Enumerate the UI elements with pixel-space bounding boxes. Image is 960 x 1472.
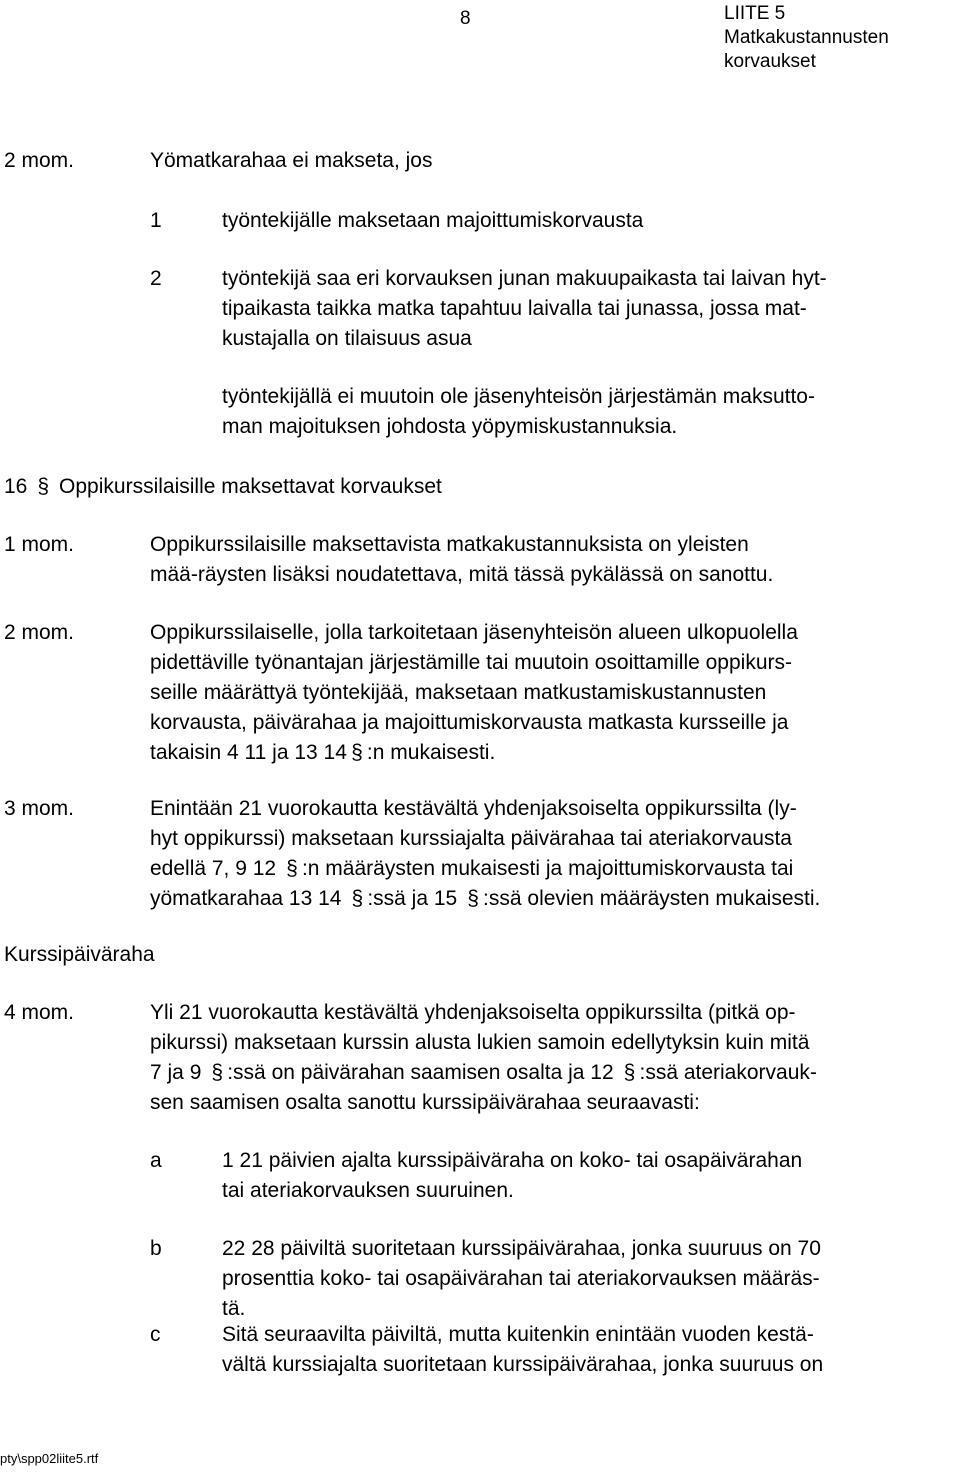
- paragraph-text: Yömatkarahaa ei makseta, jos: [150, 149, 433, 172]
- list-item-letter: a: [150, 1149, 162, 1172]
- text-line: mää-räysten lisäksi noudatettava, mitä tässä pykälässä on sanottu.: [150, 563, 774, 586]
- paragraph-text: [150, 618, 956, 768]
- text-line: man majoituksen johdosta yöpymiskustannuksia.: [222, 415, 678, 438]
- paragraph-label: 3 mom.: [4, 797, 75, 820]
- header-title-line: Matkakustannusten: [724, 27, 889, 48]
- text-fragment: :ssä ja 15: [367, 887, 458, 910]
- text-fragment: edellä 7, 9 12: [150, 857, 277, 880]
- text-line: korvausta, päivärahaa ja majoittumiskorvausta matkasta kursseille ja: [150, 711, 789, 734]
- list-item-number: 1: [150, 209, 162, 232]
- document-header: [724, 2, 889, 74]
- paragraph-label: 2 mom.: [4, 621, 75, 644]
- text-line: pikurssi) maksetaan kurssin alusta lukien samoin edellytyksin kuin mitä: [150, 1031, 810, 1054]
- text-line: Oppikurssilaiselle, jolla tarkoitetaan jäsenyhteisön alueen ulkopuolella: [150, 621, 798, 644]
- text-line: Oppikurssilaisille maksettavista matkakustannuksista on yleisten: [150, 533, 749, 556]
- text-fragment: yömatkarahaa 13 14: [150, 887, 342, 910]
- list-item-text: [222, 1320, 956, 1380]
- section-sign-icon: §: [467, 887, 479, 910]
- list-item-letter: c: [150, 1323, 161, 1346]
- text-fragment: :ssä olevien määräysten mukaisesti.: [483, 887, 821, 910]
- section-sign-icon: §: [351, 741, 363, 764]
- text-fragment: :ssä ateriakorvauk-: [639, 1061, 817, 1084]
- text-line: [150, 854, 956, 884]
- paragraph-text: [150, 794, 956, 914]
- list-item-letter: b: [150, 1237, 162, 1260]
- text-line: hyt oppikurssi) maksetaan kurssiajalta päivärahaa tai ateriakorvausta: [150, 827, 792, 850]
- text-fragment: 7 ja 9: [150, 1061, 202, 1084]
- section-heading: [4, 472, 442, 502]
- text-fragment: :n mukaisesti.: [366, 741, 496, 764]
- text-line: Yli 21 vuorokautta kestävältä yhdenjaksoiselta oppikurssilta (pitkä op-: [150, 1001, 796, 1024]
- text-line: seille määrättyä työntekijää, maksetaan matkustamiskustannusten: [150, 681, 767, 704]
- text-line: 22 28 päiviltä suoritetaan kurssipäivärahaa, jonka suuruus on 70: [222, 1237, 821, 1260]
- text-line: 1 21 päivien ajalta kurssipäiväraha on koko- tai osapäivärahan: [222, 1149, 803, 1172]
- text-line: vältä kurssiajalta suoritetaan kurssipäivärahaa, jonka suuruus on: [222, 1353, 824, 1376]
- paragraph-label: 4 mom.: [4, 1001, 75, 1024]
- text-line: sen saamisen osalta sanottu kurssipäivärahaa seuraavasti:: [150, 1091, 700, 1114]
- section-sign-icon: §: [286, 857, 298, 880]
- paragraph-label: 2 mom.: [4, 149, 75, 172]
- text-line: työntekijällä ei muutoin ole jäsenyhteisön järjestämän maksutto-: [222, 385, 815, 408]
- text-line: [150, 884, 956, 914]
- text-line: prosenttia koko- tai osapäivärahan tai ateriakorvauksen määräs-: [222, 1267, 820, 1290]
- subheading: Kurssipäiväraha: [4, 943, 155, 966]
- section-sign-icon: §: [351, 887, 364, 910]
- section-sign-icon: §: [623, 1061, 636, 1084]
- list-item-number: 2: [150, 267, 162, 290]
- section-sign-icon: §: [211, 1061, 224, 1084]
- file-path-footer: pty\spp02liite5.rtf: [0, 1451, 99, 1466]
- text-line: työntekijä saa eri korvauksen junan makuupaikasta tai laivan hyt-: [222, 267, 827, 290]
- text-line: [150, 738, 956, 768]
- text-line: [150, 1058, 956, 1088]
- list-item-text: [222, 1146, 956, 1206]
- page-number: 8: [460, 8, 471, 29]
- text-fragment: takaisin 4 11 ja 13 14: [150, 741, 347, 764]
- text-line: pidettäville työnantajan järjestämille tai muutoin osoittamille oppikurs-: [150, 651, 792, 674]
- text-line: Enintään 21 vuorokautta kestävältä yhdenjaksoiselta oppikurssilta (ly-: [150, 797, 797, 820]
- text-fragment: :ssä on päivärahan saamisen osalta ja 12: [227, 1061, 614, 1084]
- header-title-line: korvaukset: [724, 51, 816, 72]
- paragraph-text: [150, 998, 956, 1118]
- text-line: tä.: [222, 1297, 246, 1320]
- text-fragment: :n määräysten mukaisesti ja majoittumiskorvausta tai: [301, 857, 794, 880]
- section-sign-icon: §: [37, 475, 50, 498]
- section-number: 16: [4, 475, 28, 498]
- list-item-text: [222, 382, 956, 442]
- text-line: tai ateriakorvauksen suuruinen.: [222, 1179, 514, 1202]
- text-line: kustajalla on tilaisuus asua: [222, 327, 472, 350]
- appendix-label: LIITE 5: [724, 3, 786, 24]
- section-title: Oppikurssilaisille maksettavat korvaukset: [59, 475, 442, 498]
- paragraph-text: [150, 530, 956, 590]
- list-item-text: [222, 1234, 956, 1324]
- text-line: tipaikasta taikka matka tapahtuu laivalla tai junassa, jossa mat-: [222, 297, 807, 320]
- list-item-text: [222, 264, 956, 354]
- list-item-text: työntekijälle maksetaan majoittumiskorvausta: [222, 209, 644, 232]
- paragraph-label: 1 mom.: [4, 533, 75, 556]
- text-line: Sitä seuraavilta päiviltä, mutta kuitenkin enintään vuoden kestä-: [222, 1323, 814, 1346]
